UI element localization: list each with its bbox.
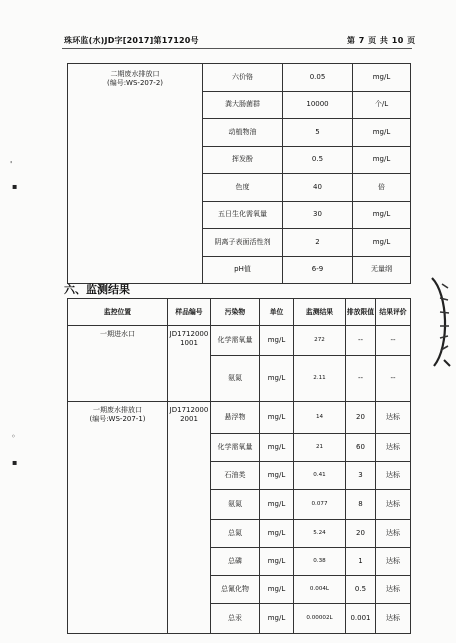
unit-cell: mg/L (260, 490, 294, 520)
unit-cell: mg/L (260, 356, 294, 402)
col-header-unit: 单位 (260, 299, 294, 326)
limit-value-cell: 0.05 (283, 64, 353, 92)
unit-cell: mg/L (260, 576, 294, 604)
limit-cell: 0.001 (346, 604, 376, 634)
pollutant-cell: 总氮 (211, 520, 260, 548)
unit-cell: mg/L (260, 604, 294, 634)
limit-value-cell: 0.5 (283, 146, 353, 174)
unit-cell: mg/L (260, 402, 294, 434)
pollutant-cell: 挥发酚 (203, 146, 283, 174)
limits-table (67, 63, 411, 284)
result-cell: 14 (294, 402, 346, 434)
evaluation-cell: 达标 (376, 434, 411, 462)
unit-cell: mg/L (353, 201, 411, 229)
pollutant-cell: 总磷 (211, 548, 260, 576)
unit-cell: 无量纲 (353, 256, 411, 284)
pollutant-cell: 总汞 (211, 604, 260, 634)
section-title: 六、监测结果 (64, 283, 130, 296)
col-header-limit: 排放限值 (346, 299, 376, 326)
header-divider (62, 48, 412, 49)
scan-mark: ▪ (12, 458, 18, 467)
table-row (68, 326, 411, 356)
result-cell: 21 (294, 434, 346, 462)
unit-cell: mg/L (260, 520, 294, 548)
result-cell: 0.41 (294, 462, 346, 490)
discharge-location-cell (68, 64, 203, 284)
results-table (67, 298, 411, 634)
unit-cell: mg/L (353, 146, 411, 174)
col-header-location: 监控位置 (68, 299, 168, 326)
unit-cell: mg/L (353, 229, 411, 257)
limit-cell: 3 (346, 462, 376, 490)
limit-cell: 8 (346, 490, 376, 520)
limit-value-cell: 10000 (283, 91, 353, 119)
col-header-result: 监测结果 (294, 299, 346, 326)
evaluation-cell: 达标 (376, 576, 411, 604)
pollutant-cell: 粪大肠菌群 (203, 91, 283, 119)
result-cell: 0.077 (294, 490, 346, 520)
limit-value-cell: 30 (283, 201, 353, 229)
pollutant-cell: 石油类 (211, 462, 260, 490)
pollutant-cell: 化学需氧量 (211, 326, 260, 356)
unit-cell: mg/L (260, 548, 294, 576)
evaluation-cell: -- (376, 326, 411, 356)
evaluation-cell: 达标 (376, 520, 411, 548)
pollutant-cell: 五日生化需氧量 (203, 201, 283, 229)
limit-value-cell: 6-9 (283, 256, 353, 284)
result-cell: 5.24 (294, 520, 346, 548)
unit-cell: mg/L (353, 119, 411, 147)
sample-no-cell: JD17120001001 (168, 326, 211, 402)
evaluation-cell: 达标 (376, 402, 411, 434)
pollutant-cell: 氨氮 (211, 356, 260, 402)
result-cell: 272 (294, 326, 346, 356)
result-cell: 2.11 (294, 356, 346, 402)
col-header-sample-no: 样品编号 (168, 299, 211, 326)
limit-cell: -- (346, 326, 376, 356)
result-cell: 0.38 (294, 548, 346, 576)
unit-cell: mg/L (260, 434, 294, 462)
location-cell: 一期进水口 (68, 326, 168, 402)
result-cell: 0.00002L (294, 604, 346, 634)
location-code: (编号:WS-207-2) (106, 79, 164, 87)
unit-cell: 个/L (353, 91, 411, 119)
limit-cell: 60 (346, 434, 376, 462)
location-name: 一期废水排放口 (93, 406, 142, 414)
scan-mark: ▪ (12, 182, 18, 191)
col-header-evaluation: 结果评价 (376, 299, 411, 326)
official-stamp-seal (428, 276, 452, 368)
pollutant-cell: 总氰化物 (211, 576, 260, 604)
location-code: (编号:WS-207-1) (89, 415, 146, 423)
limit-value-cell: 5 (283, 119, 353, 147)
pollutant-cell: 化学需氧量 (211, 434, 260, 462)
scan-mark: ' (10, 160, 13, 169)
pollutant-cell: 氨氮 (211, 490, 260, 520)
limit-cell: 20 (346, 520, 376, 548)
location-name: 二期废水排放口 (110, 70, 160, 78)
evaluation-cell: 达标 (376, 462, 411, 490)
limit-value-cell: 2 (283, 229, 353, 257)
limit-cell: 1 (346, 548, 376, 576)
header-row (68, 299, 411, 326)
limit-cell: -- (346, 356, 376, 402)
evaluation-cell: 达标 (376, 604, 411, 634)
col-header-pollutant: 污染物 (211, 299, 260, 326)
pollutant-cell: pH值 (203, 256, 283, 284)
evaluation-cell: 达标 (376, 490, 411, 520)
pollutant-cell: 六价铬 (203, 64, 283, 92)
limit-cell: 0.5 (346, 576, 376, 604)
pollutant-cell: 阴离子表面活性剂 (203, 229, 283, 257)
unit-cell: mg/L (260, 462, 294, 490)
pollutant-cell: 悬浮物 (211, 402, 260, 434)
limit-cell: 20 (346, 402, 376, 434)
limit-value-cell: 40 (283, 174, 353, 202)
report-number: 珠环监(水)JD字[2017]第17120号 (64, 36, 199, 45)
unit-cell: 倍 (353, 174, 411, 202)
unit-cell: mg/L (353, 64, 411, 92)
page-info: 第 7 页 共 10 页 (347, 36, 416, 45)
table-row (68, 402, 411, 434)
sample-no-cell: JD17120002001 (168, 402, 211, 634)
pollutant-cell: 动植物油 (203, 119, 283, 147)
location-cell (68, 402, 168, 634)
result-cell: 0.004L (294, 576, 346, 604)
evaluation-cell: 达标 (376, 548, 411, 576)
pollutant-cell: 色度 (203, 174, 283, 202)
evaluation-cell: -- (376, 356, 411, 402)
scan-mark: ◦ (11, 432, 16, 441)
unit-cell: mg/L (260, 326, 294, 356)
